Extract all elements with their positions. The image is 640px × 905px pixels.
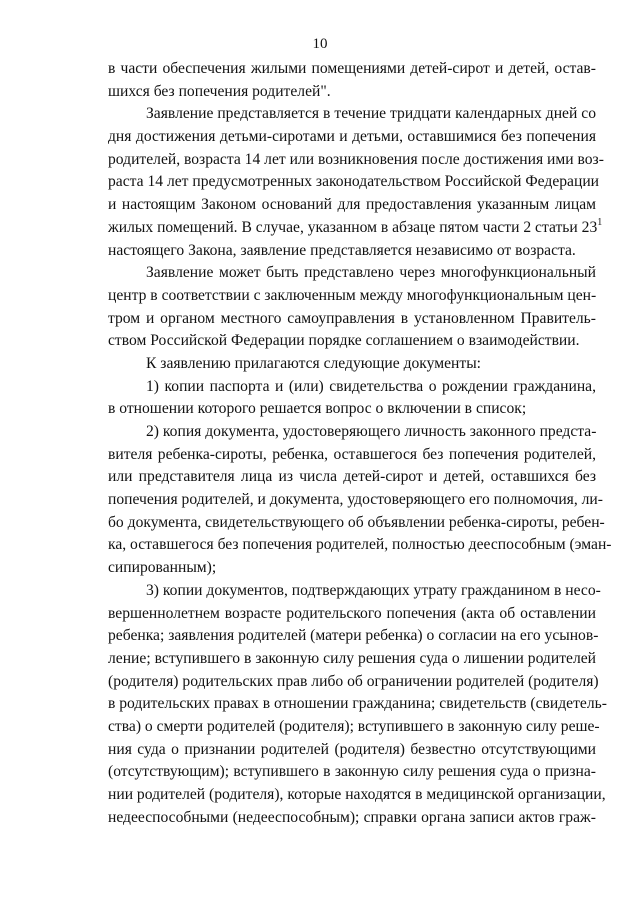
text-line-content: центр в соответствии с заключенным между многофункциональным цен- <box>108 286 597 304</box>
text-line <box>108 466 596 489</box>
text-line <box>108 376 596 399</box>
text-line-content: и настоящим Законом оснований для предоставления указанным лицам <box>108 196 596 214</box>
text-line <box>108 807 596 830</box>
text-line-content: в части обеспечения жилыми помещениями детей-сирот и детей, остав- <box>108 60 596 77</box>
text-line-content: 3) копии документов, подтверждающих утрату гражданином в несо- <box>146 581 601 599</box>
text-line-content: 2) копия документа, удостоверяющего личность законного предста- <box>146 423 597 440</box>
text-line <box>108 625 599 648</box>
text-line-content: родителей, возраста 14 лет или возникновения после достижения ими воз- <box>108 150 604 168</box>
text-line-content: в отношении которого решается вопрос о включении в список; <box>108 400 527 418</box>
text-line <box>108 716 600 739</box>
text-line-content: настоящего Закона, заявление представляется независимо от возраста. <box>108 241 576 259</box>
text-line-content: нии родителей (родителя), которые находятся в медицинской организации, <box>108 786 606 803</box>
page-number: 10 <box>312 36 328 52</box>
body-text <box>108 58 612 829</box>
text-line <box>108 58 596 81</box>
text-line-content: жилых помещений. В случае, указанном в абзаце пятом части 2 статьи 23 <box>108 218 598 236</box>
text-line-content: ка, оставшегося без попечения родителей, полностью дееспособным (эман- <box>108 536 612 554</box>
text-line-content: шихся без попечения родителей". <box>108 82 331 100</box>
text-line-content: ребенка; заявления родителей (матери ребенка) о согласии на его усынов- <box>108 627 599 645</box>
text-line <box>108 648 596 671</box>
text-line-content: Заявление представляется в течение тридцати календарных дней со <box>146 105 596 123</box>
text-line-content: ства) о смерти родителей (родителя); вступившего в законную силу реше- <box>108 717 600 735</box>
text-line <box>108 693 607 716</box>
text-line <box>108 671 599 694</box>
text-line <box>108 603 596 626</box>
text-line <box>108 761 596 784</box>
text-line <box>108 534 612 557</box>
text-line-content: тром и органом местного самоуправления в установленном Правитель- <box>108 309 596 327</box>
text-line-content: (родителя) родительских прав либо об ограничении родителей (родителя) <box>108 672 599 690</box>
text-line <box>108 580 601 603</box>
text-line-content: недееспособными (недееспособным); справки органа записи актов граж- <box>108 808 596 826</box>
text-line-content: 1) копии паспорта и (или) свидетельства о рождении гражданина, <box>146 377 596 395</box>
text-line <box>108 444 596 467</box>
text-line <box>108 103 596 126</box>
text-line-content: ния суда о признании родителей (родителя) безвестно отсутствующими <box>108 740 596 758</box>
text-line <box>108 784 606 807</box>
text-line <box>108 216 603 240</box>
text-line <box>108 308 596 331</box>
text-line-content: попечения родителей, и документа, удостоверяющего его полномочия, ли- <box>108 491 603 509</box>
text-line <box>108 285 596 308</box>
text-line <box>108 512 605 535</box>
text-line-content: ством Российской Федерации порядке соглашением о взаимодействии. <box>108 332 580 350</box>
text-line <box>108 149 604 172</box>
text-line-content: в родительских правах в отношении гражданина; свидетельств (свидетель- <box>108 695 607 713</box>
text-line-content: К заявлению прилагаются следующие документы: <box>146 354 482 372</box>
text-line-content: (отсутствующим); вступившего в законную силу решения суда о призна- <box>108 763 596 781</box>
text-line <box>108 81 596 104</box>
text-line <box>108 194 596 217</box>
text-line-content: или представителя лица из числа детей-сирот и детей, оставшихся без <box>108 468 596 486</box>
text-line <box>108 330 596 353</box>
text-line-content: вершеннолетнем возрасте родительского попечения (акта об оставлении <box>108 604 596 622</box>
text-line <box>108 398 596 421</box>
text-line <box>108 557 596 580</box>
text-line <box>108 262 596 285</box>
text-line <box>108 421 596 444</box>
text-line <box>108 240 596 263</box>
text-line-content: Заявление может быть представлено через многофункциональный <box>146 264 596 282</box>
text-line <box>108 126 596 149</box>
text-line <box>108 171 600 194</box>
text-line-content: бо документа, свидетельствующего об объявлении ребенка-сироты, ребен- <box>108 513 605 531</box>
superscript: 1 <box>597 216 603 228</box>
text-line <box>108 489 603 512</box>
text-line <box>108 739 596 762</box>
text-line <box>108 353 596 376</box>
text-line-content: раста 14 лет предусмотренных законодательством Российской Федерации <box>108 173 600 191</box>
text-line-content: дня достижения детьми-сиротами и детьми, оставшимися без попечения <box>108 128 596 146</box>
text-line-content: вителя ребенка-сироты, ребенка, оставшегося без попечения родителей, <box>108 445 596 463</box>
text-line-content: сипированным); <box>108 559 217 577</box>
text-line-content: ление; вступившего в законную силу решения суда о лишении родителей <box>108 649 596 667</box>
